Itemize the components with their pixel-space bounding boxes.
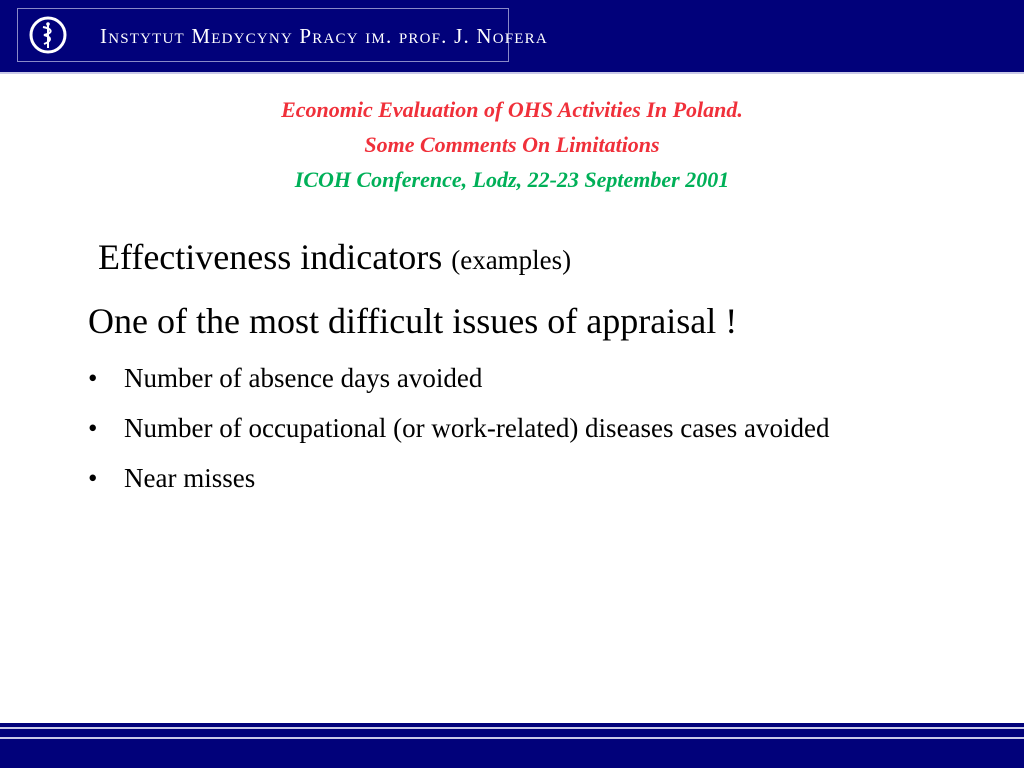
institute-name: Instytut Medycyny Pracy im. prof. J. Nofera bbox=[100, 24, 548, 48]
bullet-item bbox=[88, 358, 938, 398]
slide-title bbox=[0, 92, 1024, 197]
title-line-3: ICOH Conference, Lodz, 22-23 September 2001 bbox=[294, 167, 730, 192]
header-divider bbox=[0, 72, 1024, 74]
title-line-1: Economic Evaluation of OHS Activities In Poland. bbox=[281, 97, 743, 122]
bullet-text: Near misses bbox=[124, 463, 256, 493]
footer-band-2 bbox=[0, 739, 1024, 768]
footer-band-1 bbox=[0, 729, 1024, 737]
section-heading bbox=[98, 236, 571, 278]
bullet-item bbox=[88, 458, 938, 498]
bullet-symbol: • bbox=[88, 463, 98, 493]
bullet-text: Number of occupational (or work-related) diseases cases avoided bbox=[124, 413, 830, 443]
bullet-symbol: • bbox=[88, 413, 98, 443]
section-heading-text: Effectiveness indicators bbox=[98, 237, 443, 277]
section-heading-note: (examples) bbox=[451, 245, 572, 275]
bullet-list bbox=[88, 358, 938, 508]
lead-statement: One of the most difficult issues of appraisal ! bbox=[88, 301, 738, 341]
title-line-2: Some Comments On Limitations bbox=[364, 132, 660, 157]
bullet-item bbox=[88, 408, 938, 448]
bullet-text: Number of absence days avoided bbox=[124, 363, 483, 393]
bullet-symbol: • bbox=[88, 363, 98, 393]
institute-logo-box bbox=[17, 8, 548, 62]
caduceus-emblem-icon bbox=[28, 15, 68, 55]
